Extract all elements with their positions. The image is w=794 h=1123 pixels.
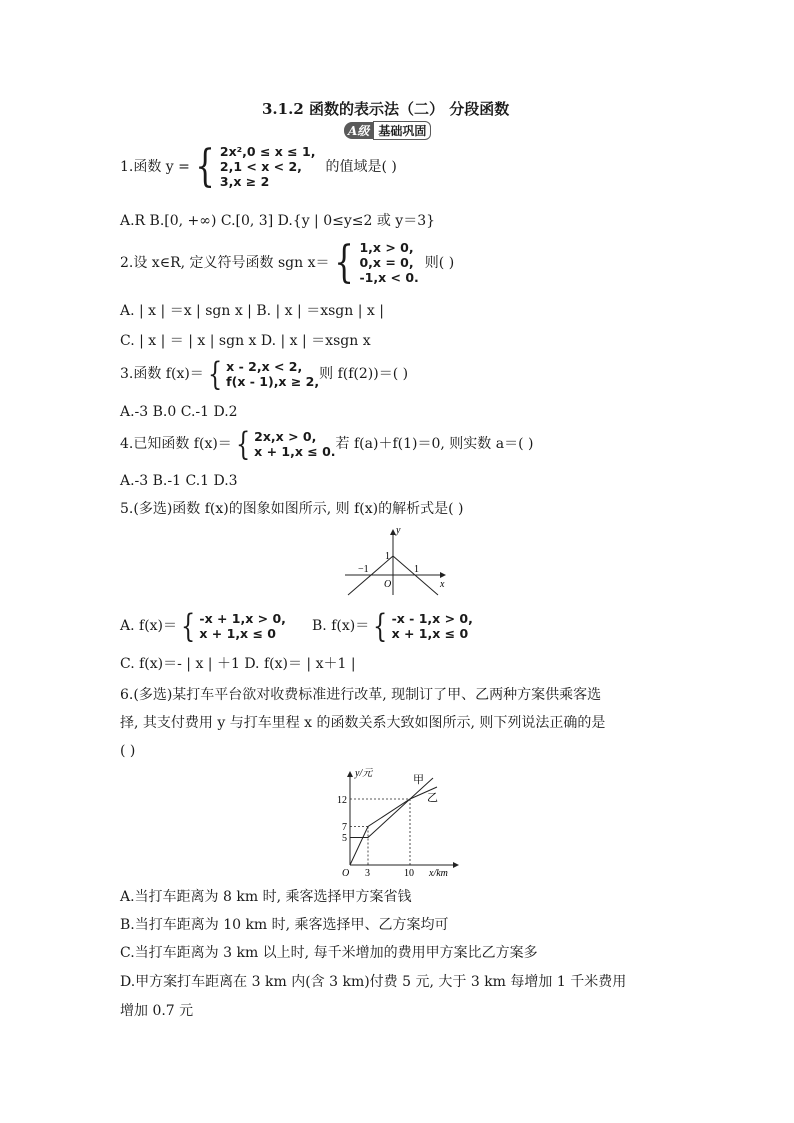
q3-cases	[226, 359, 319, 389]
q5-option-b: B. f(x)＝ { -x - 1,x > 0, x + 1,x ≤ 0	[312, 607, 473, 645]
q1-suffix: 的值域是( )	[325, 158, 397, 175]
x-label: x	[440, 579, 445, 590]
q2-suffix: 则( )	[424, 254, 455, 271]
q5-option-a-case: -x + 1,x > 0,	[199, 611, 286, 626]
y-axis-arrow	[347, 771, 353, 777]
plan-jia-line	[350, 778, 433, 838]
y-tick-7: 7	[342, 822, 347, 833]
q3-suffix: 则 f(f(2))＝( )	[319, 366, 409, 382]
x-axis-arrow	[440, 572, 446, 578]
question-6-line-3: ( )	[120, 743, 136, 759]
label-jia: 甲	[413, 774, 424, 786]
q4-cases	[254, 429, 335, 459]
q2-case: -1,x < 0.	[359, 270, 419, 285]
q5-options-cd: C. f(x)＝- | x | ＋1 D. f(x)＝ | x＋1 |	[120, 656, 356, 672]
question-2-options-ab: A. | x | ＝x | sgn x | B. | x | ＝xsgn | x |	[120, 303, 384, 319]
q5-option-a-cases	[199, 611, 286, 641]
q6-option-d-line-2: 增加 0.7 元	[120, 1003, 194, 1019]
question-1-options: A.R B.[0, +∞) C.[0, 3] D.{y | 0≤y≤2 或 y＝3}	[120, 213, 436, 229]
page-title: 3.1.2 函数的表示法（二） 分段函数	[262, 100, 510, 118]
x-axis-arrow	[453, 862, 459, 868]
question-4-options: A.-3 B.-1 C.1 D.3	[120, 473, 238, 489]
q5-option-b-case: -x - 1,x > 0,	[391, 611, 473, 626]
q2-case: 1,x > 0,	[359, 240, 414, 255]
q1-case: 2x²,0 ≤ x ≤ 1,	[219, 144, 316, 159]
question-1-stem: 1.函数 y = { 2x²,0 ≤ x ≤ 1, 2,1 < x < 2, 3,x ≥ 2 的值域是( )	[120, 140, 397, 192]
y-tick-5: 5	[342, 833, 347, 844]
origin-label: O	[342, 868, 350, 879]
q6-option-c: C.当打车距离为 3 km 以上时, 每千米增加的费用甲方案比乙方案多	[120, 945, 538, 961]
q3-case: x - 2,x < 2,	[226, 359, 303, 374]
q6-option-d-line-1: D.甲方案打车距离在 3 km 内(含 3 km)付费 5 元, 大于 3 km 每增加 1 千米费用	[120, 974, 627, 990]
question-3-stem: 3.函数 f(x)＝ { x - 2,x < 2, f(x - 1),x ≥ 2, 则 f(f(2))＝( )	[120, 355, 409, 393]
q2-case: 0,x = 0,	[359, 255, 414, 270]
level-label: A级	[344, 122, 373, 139]
question-4-stem: 4.已知函数 f(x)＝ { 2x,x > 0, x + 1,x ≤ 0. 若 f(a)＋f(1)＝0, 则实数 a＝( )	[120, 425, 534, 463]
q1-cases	[220, 144, 316, 189]
q5-option-b-case: x + 1,x ≤ 0	[391, 626, 469, 641]
q6-graph	[325, 765, 465, 880]
q4-case: x + 1,x ≤ 0.	[254, 444, 336, 459]
x-one-label: 1	[414, 564, 419, 575]
q6-option-b: B.当打车距离为 10 km 时, 乘客选择甲、乙方案均可	[120, 917, 449, 933]
level-text: 基础巩固	[373, 121, 431, 140]
question-6-line-1: 6.(多选)某打车平台欲对收费标准进行改革, 现制订了甲、乙两种方案供乘客选	[120, 687, 602, 703]
question-6-line-2: 择, 其支付费用 y 与打车里程 x 的函数关系大致如图所示, 则下列说法正确的是	[120, 715, 606, 731]
q4-prefix: 4.已知函数 f(x)＝	[120, 436, 232, 452]
q5-option-a: A. f(x)＝ { -x + 1,x > 0, x + 1,x ≤ 0	[120, 607, 286, 645]
q4-suffix: 若 f(a)＋f(1)＝0, 则实数 a＝( )	[335, 436, 534, 452]
q3-case: f(x - 1),x ≥ 2,	[226, 374, 320, 389]
q1-prefix: 1.函数 y =	[120, 158, 190, 175]
y-label: y	[396, 525, 401, 536]
y-label: y/元	[355, 768, 373, 779]
label-yi: 乙	[427, 792, 438, 804]
x-tick-10: 10	[404, 868, 414, 879]
x-label: x/km	[429, 868, 448, 879]
question-2-options-cd: C. | x | ＝ | x | sgn x D. | x | ＝xsgn x	[120, 333, 371, 349]
y-one-label: 1	[385, 551, 390, 562]
q5-option-a-case: x + 1,x ≤ 0	[199, 626, 276, 641]
q2-prefix: 2.设 x∈R, 定义符号函数 sgn x＝	[120, 254, 330, 271]
q5-graph	[340, 525, 450, 597]
x-tick-3: 3	[365, 868, 370, 879]
q1-case: 2,1 < x < 2,	[219, 159, 302, 174]
q3-prefix: 3.函数 f(x)＝	[120, 366, 204, 382]
q2-cases	[359, 240, 418, 285]
q5-option-a-prefix: A. f(x)＝	[120, 618, 178, 634]
q5-option-b-prefix: B. f(x)＝	[312, 618, 370, 634]
level-badge	[344, 121, 431, 140]
q4-case: 2x,x > 0,	[254, 429, 317, 444]
q1-case: 3,x ≥ 2	[219, 174, 270, 189]
question-2-stem: 2.设 x∈R, 定义符号函数 sgn x＝ { 1,x > 0, 0,x = 0, -1,x < 0. 则( )	[120, 236, 455, 288]
q6-option-a: A.当打车距离为 8 km 时, 乘客选择甲方案省钱	[120, 889, 412, 905]
y-tick-12: 12	[337, 795, 347, 806]
neg-one-label: −1	[358, 564, 369, 575]
origin-label: O	[384, 579, 392, 590]
question-3-options: A.-3 B.0 C.-1 D.2	[120, 404, 238, 420]
q5-option-b-cases	[392, 611, 473, 641]
question-5-stem: 5.(多选)函数 f(x)的图象如图所示, 则 f(x)的解析式是( )	[120, 501, 464, 517]
